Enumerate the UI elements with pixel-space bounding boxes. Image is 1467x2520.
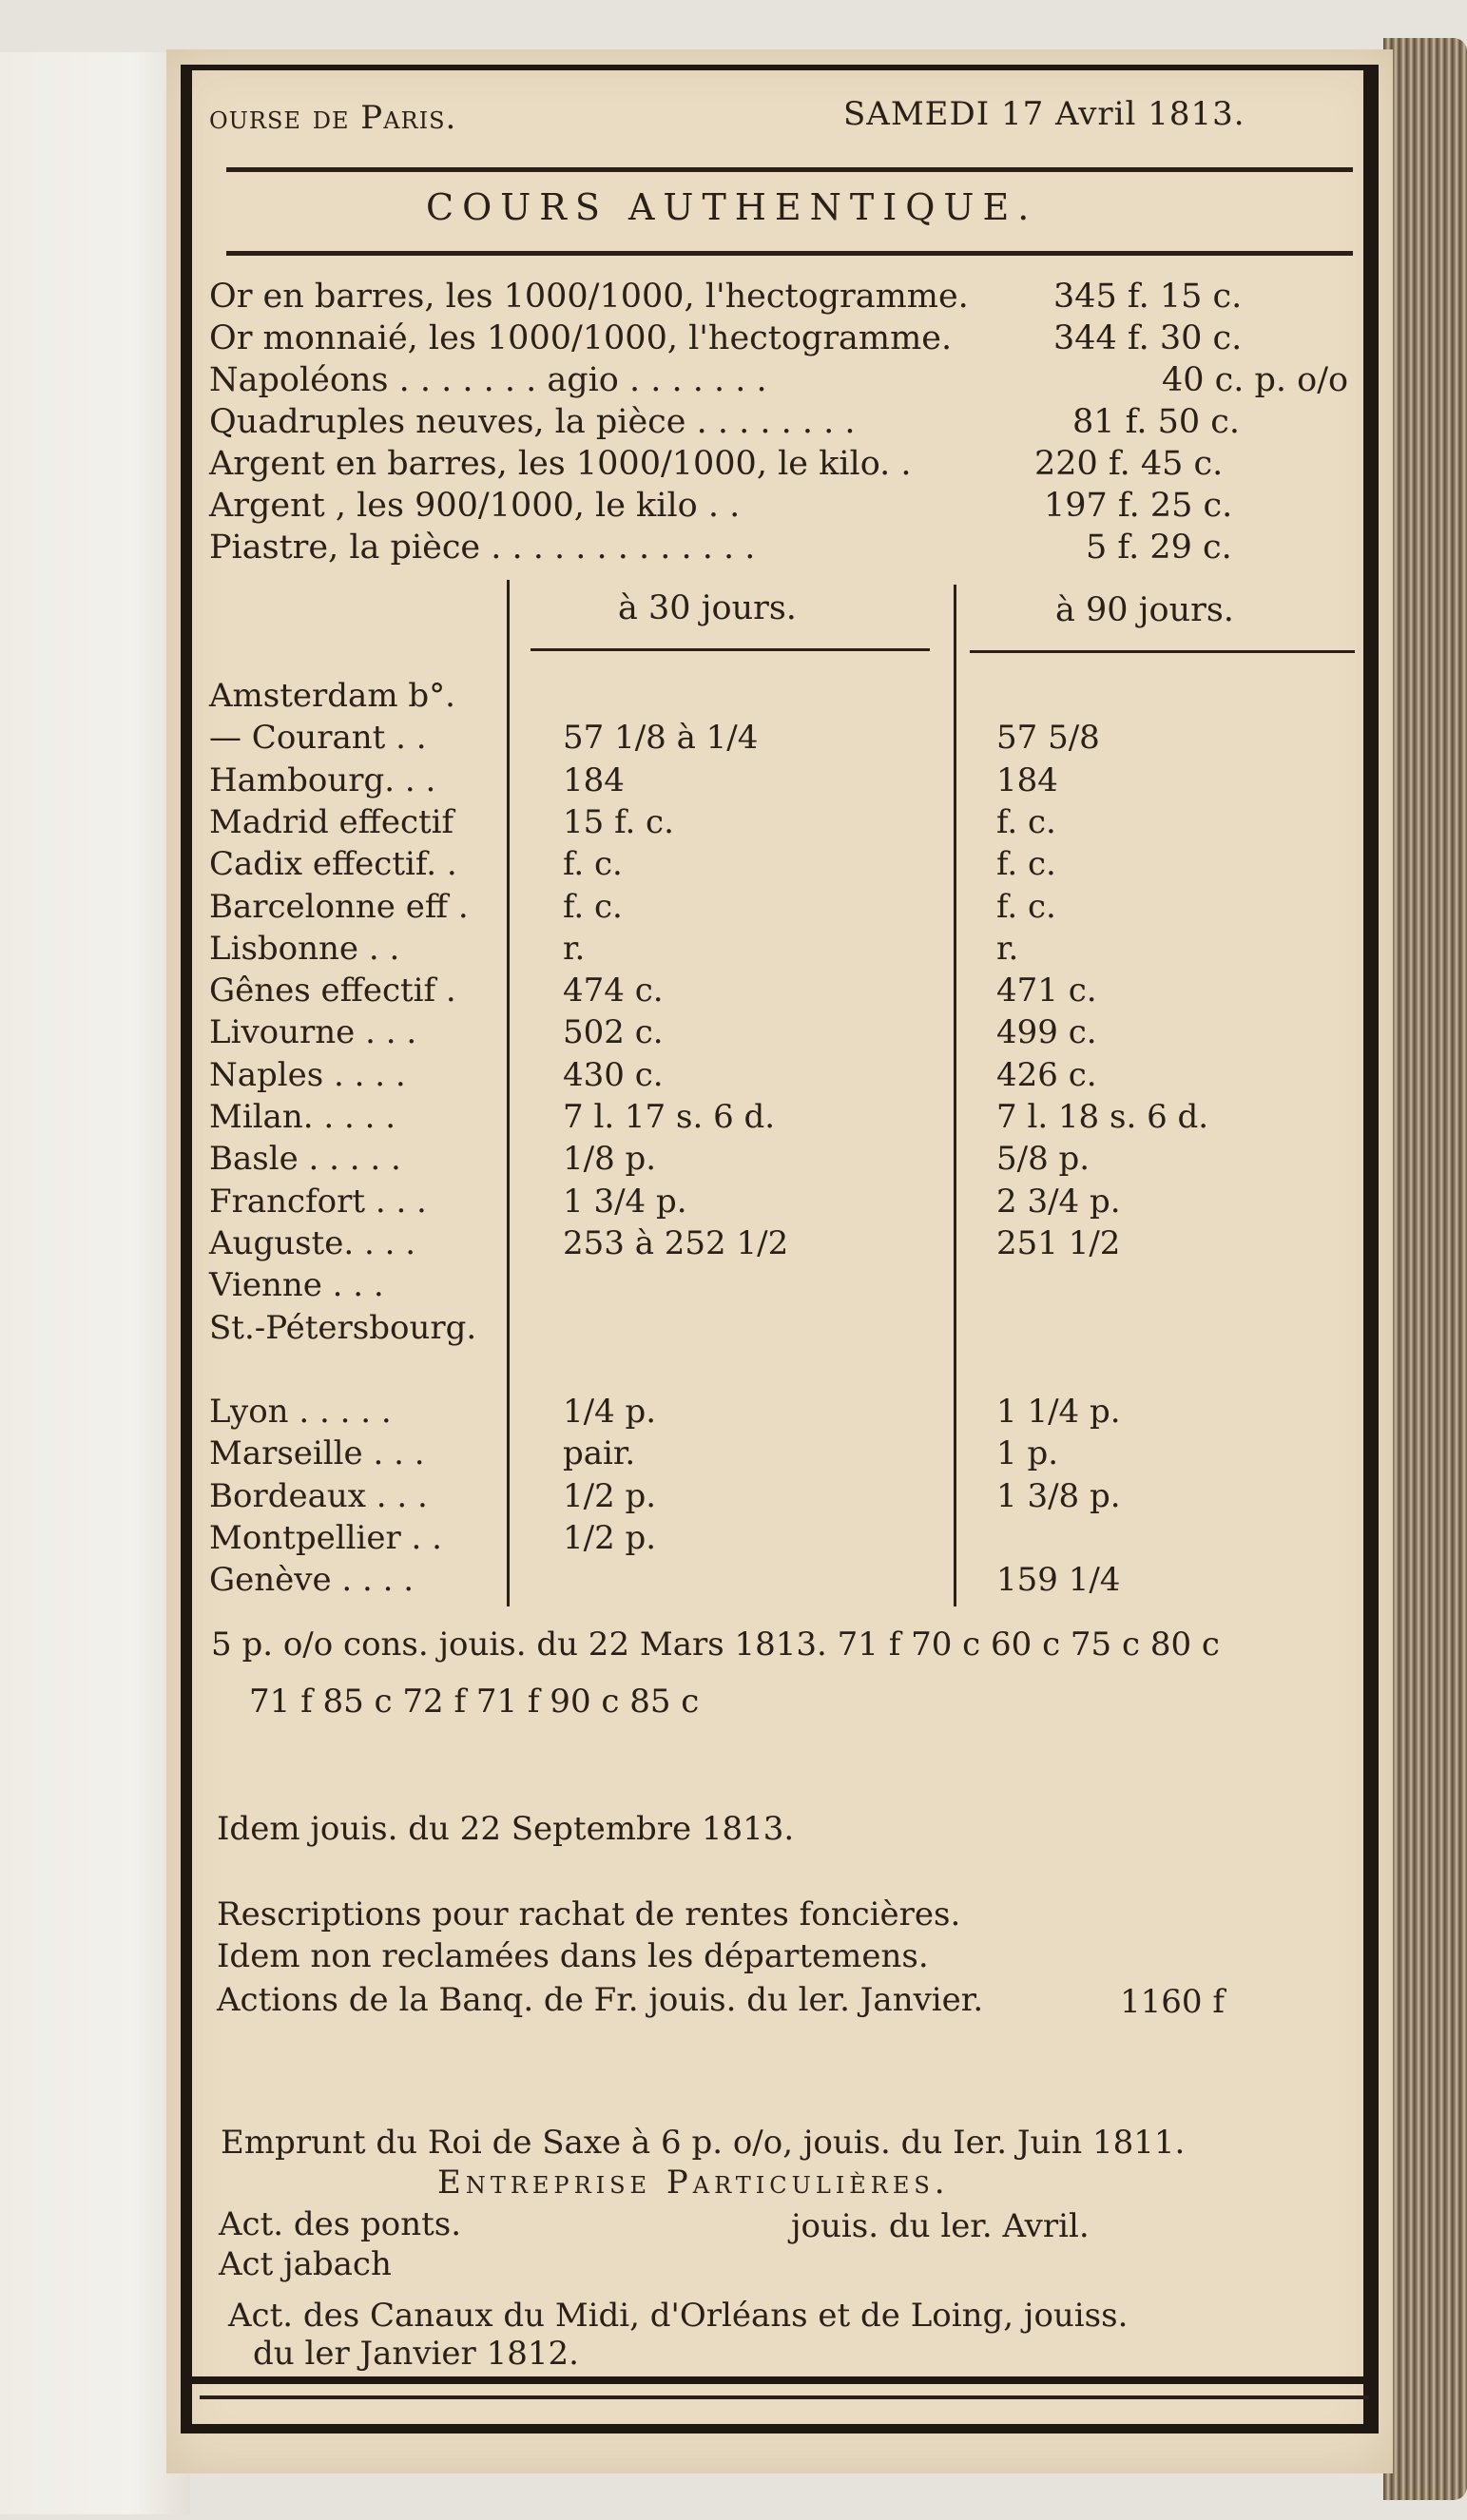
header-left: ourse de Paris. — [209, 99, 457, 137]
exchange-30-days: r. — [563, 930, 586, 968]
exchange-30-days: 1/2 p. — [563, 1477, 657, 1515]
page-edges — [1383, 38, 1467, 2500]
exchange-30-days: 1/4 p. — [563, 1393, 657, 1431]
exchange-place: Milan. . . . . — [209, 1098, 396, 1136]
exchange-90-days: 1 1/4 p. — [996, 1393, 1121, 1431]
header-right: SAMEDI 17 Avril 1813. — [843, 95, 1245, 133]
exchange-place: Basle . . . . . — [209, 1140, 401, 1178]
exchange-30-days: 7 l. 17 s. 6 d. — [563, 1098, 776, 1136]
exchange-place: Montpellier . . — [209, 1519, 442, 1557]
exchange-place: Livourne . . . — [209, 1013, 417, 1051]
exchange-place: Francfort . . . — [209, 1183, 427, 1221]
exchange-place: Auguste. . . . — [209, 1224, 415, 1262]
exchange-place: Marseille . . . — [209, 1434, 425, 1472]
exchange-place: Lisbonne . . — [209, 930, 400, 968]
column-divider-left — [507, 580, 510, 1606]
header-rule — [226, 167, 1353, 172]
exchange-30-days: f. c. — [563, 888, 623, 926]
exchange-90-days: 159 1/4 — [996, 1561, 1121, 1599]
metal-value: 344 f. 30 c. — [1053, 319, 1243, 357]
exchange-30-days: 1/8 p. — [563, 1140, 657, 1178]
exchange-place: Hambourg. . . — [209, 761, 436, 799]
metal-value: 40 c. p. o/o — [1162, 361, 1349, 399]
metal-label: Or en barres, les 1000/1000, l'hectogramme. — [209, 278, 969, 316]
rentes-idem-non: Idem non reclamées dans les départemens. — [217, 1937, 929, 1975]
exchange-30-days: 1 3/4 p. — [563, 1183, 687, 1221]
exchange-place: Bordeaux . . . — [209, 1477, 428, 1515]
exchange-90-days: 1 p. — [996, 1434, 1059, 1472]
metal-label: Argent , les 900/1000, le kilo . . — [209, 487, 741, 525]
column-header-rule-30 — [531, 648, 930, 651]
rentes-line-1: 5 p. o/o cons. jouis. du 22 Mars 1813. 71 f 70 c 60 c 75 c 80 c — [211, 1625, 1220, 1664]
metal-label: Or monnaié, les 1000/1000, l'hectogramme. — [209, 319, 953, 357]
column-header-30: à 30 jours. — [618, 589, 797, 627]
entreprise-title: Entreprise Particulières. — [437, 2164, 950, 2202]
emprunt-line: Emprunt du Roi de Saxe à 6 p. o/o, jouis. du Ier. Juin 1811. — [221, 2124, 1186, 2162]
left-blank-page — [0, 52, 190, 2514]
exchange-place: Barcelonne eff . — [209, 888, 469, 926]
exchange-90-days: f. c. — [996, 845, 1056, 883]
exchange-place: Gênes effectif . — [209, 971, 456, 1010]
metal-label: Napoléons . . . . . . . agio . . . . . . . — [209, 361, 767, 399]
exchange-90-days: 1 3/8 p. — [996, 1477, 1121, 1515]
exchange-place: Lyon . . . . . — [209, 1393, 392, 1431]
exchange-90-days: r. — [996, 930, 1019, 968]
metal-value: 345 f. 15 c. — [1053, 278, 1243, 316]
entreprise-jabach: Act jabach — [219, 2245, 392, 2283]
column-divider-right — [954, 585, 956, 1606]
metal-value: 81 f. 50 c. — [1072, 403, 1241, 441]
exchange-30-days: 502 c. — [563, 1013, 664, 1051]
metal-label: Argent en barres, les 1000/1000, le kilo. . — [209, 445, 912, 483]
page-title: COURS AUTHENTIQUE. — [426, 186, 1038, 228]
exchange-30-days: 57 1/8 à 1/4 — [563, 719, 759, 757]
rentes-line-2: 71 f 85 c 72 f 71 f 90 c 85 c — [249, 1683, 700, 1721]
exchange-place: Genève . . . . — [209, 1561, 415, 1599]
entreprise-canaux-1: Act. des Canaux du Midi, d'Orléans et de Loing, jouiss. — [228, 2297, 1129, 2335]
rentes-actions-value: 1160 f — [1120, 1983, 1225, 2021]
exchange-90-days: 2 3/4 p. — [996, 1183, 1121, 1221]
entreprise-canaux-2: du ler Janvier 1812. — [253, 2335, 579, 2373]
exchange-90-days: 184 — [996, 761, 1058, 799]
rentes-rescriptions: Rescriptions pour rachat de rentes foncières. — [217, 1895, 961, 1933]
metal-value: 5 f. 29 c. — [1086, 529, 1232, 567]
exchange-place: Amsterdam b°. — [209, 677, 455, 715]
column-header-rule-90 — [970, 650, 1355, 653]
exchange-90-days: 7 l. 18 s. 6 d. — [996, 1098, 1209, 1136]
exchange-90-days: 471 c. — [996, 971, 1097, 1010]
metal-value: 220 f. 45 c. — [1034, 445, 1224, 483]
metal-value: 197 f. 25 c. — [1044, 487, 1233, 525]
exchange-30-days: 253 à 252 1/2 — [563, 1224, 789, 1262]
column-header-90: à 90 jours. — [1055, 591, 1234, 629]
exchange-30-days: 1/2 p. — [563, 1519, 657, 1557]
exchange-90-days: f. c. — [996, 888, 1056, 926]
exchange-place: Vienne . . . — [209, 1266, 384, 1304]
exchange-30-days: 474 c. — [563, 971, 664, 1010]
exchange-30-days: 430 c. — [563, 1056, 664, 1094]
frame-bottom-inner — [200, 2395, 1369, 2413]
exchange-90-days: 426 c. — [996, 1056, 1097, 1094]
exchange-30-days: 15 f. c. — [563, 803, 674, 841]
exchange-place: St.-Pétersbourg. — [209, 1309, 477, 1347]
exchange-place: Naples . . . . — [209, 1056, 406, 1094]
metal-label: Quadruples neuves, la pièce . . . . . . . . — [209, 403, 856, 441]
exchange-90-days: 5/8 p. — [996, 1140, 1091, 1178]
rentes-idem: Idem jouis. du 22 Septembre 1813. — [217, 1810, 795, 1848]
exchange-place: Madrid effectif — [209, 803, 454, 841]
rentes-actions: Actions de la Banq. de Fr. jouis. du ler. Janvier. — [217, 1981, 984, 2019]
exchange-place: Cadix effectif. . — [209, 845, 457, 883]
exchange-90-days: 499 c. — [996, 1013, 1097, 1051]
exchange-place: — Courant . . — [209, 719, 427, 757]
title-rule — [226, 251, 1353, 256]
exchange-30-days: 184 — [563, 761, 625, 799]
exchange-90-days: 57 5/8 — [996, 719, 1100, 757]
entreprise-ponts-jouis: jouis. du ler. Avril. — [791, 2207, 1090, 2245]
exchange-30-days: pair. — [563, 1434, 636, 1472]
entreprise-ponts: Act. des ponts. — [219, 2205, 462, 2243]
exchange-90-days: f. c. — [996, 803, 1056, 841]
metal-label: Piastre, la pièce . . . . . . . . . . . . . — [209, 529, 756, 567]
exchange-30-days: f. c. — [563, 845, 623, 883]
exchange-90-days: 251 1/2 — [996, 1224, 1121, 1262]
